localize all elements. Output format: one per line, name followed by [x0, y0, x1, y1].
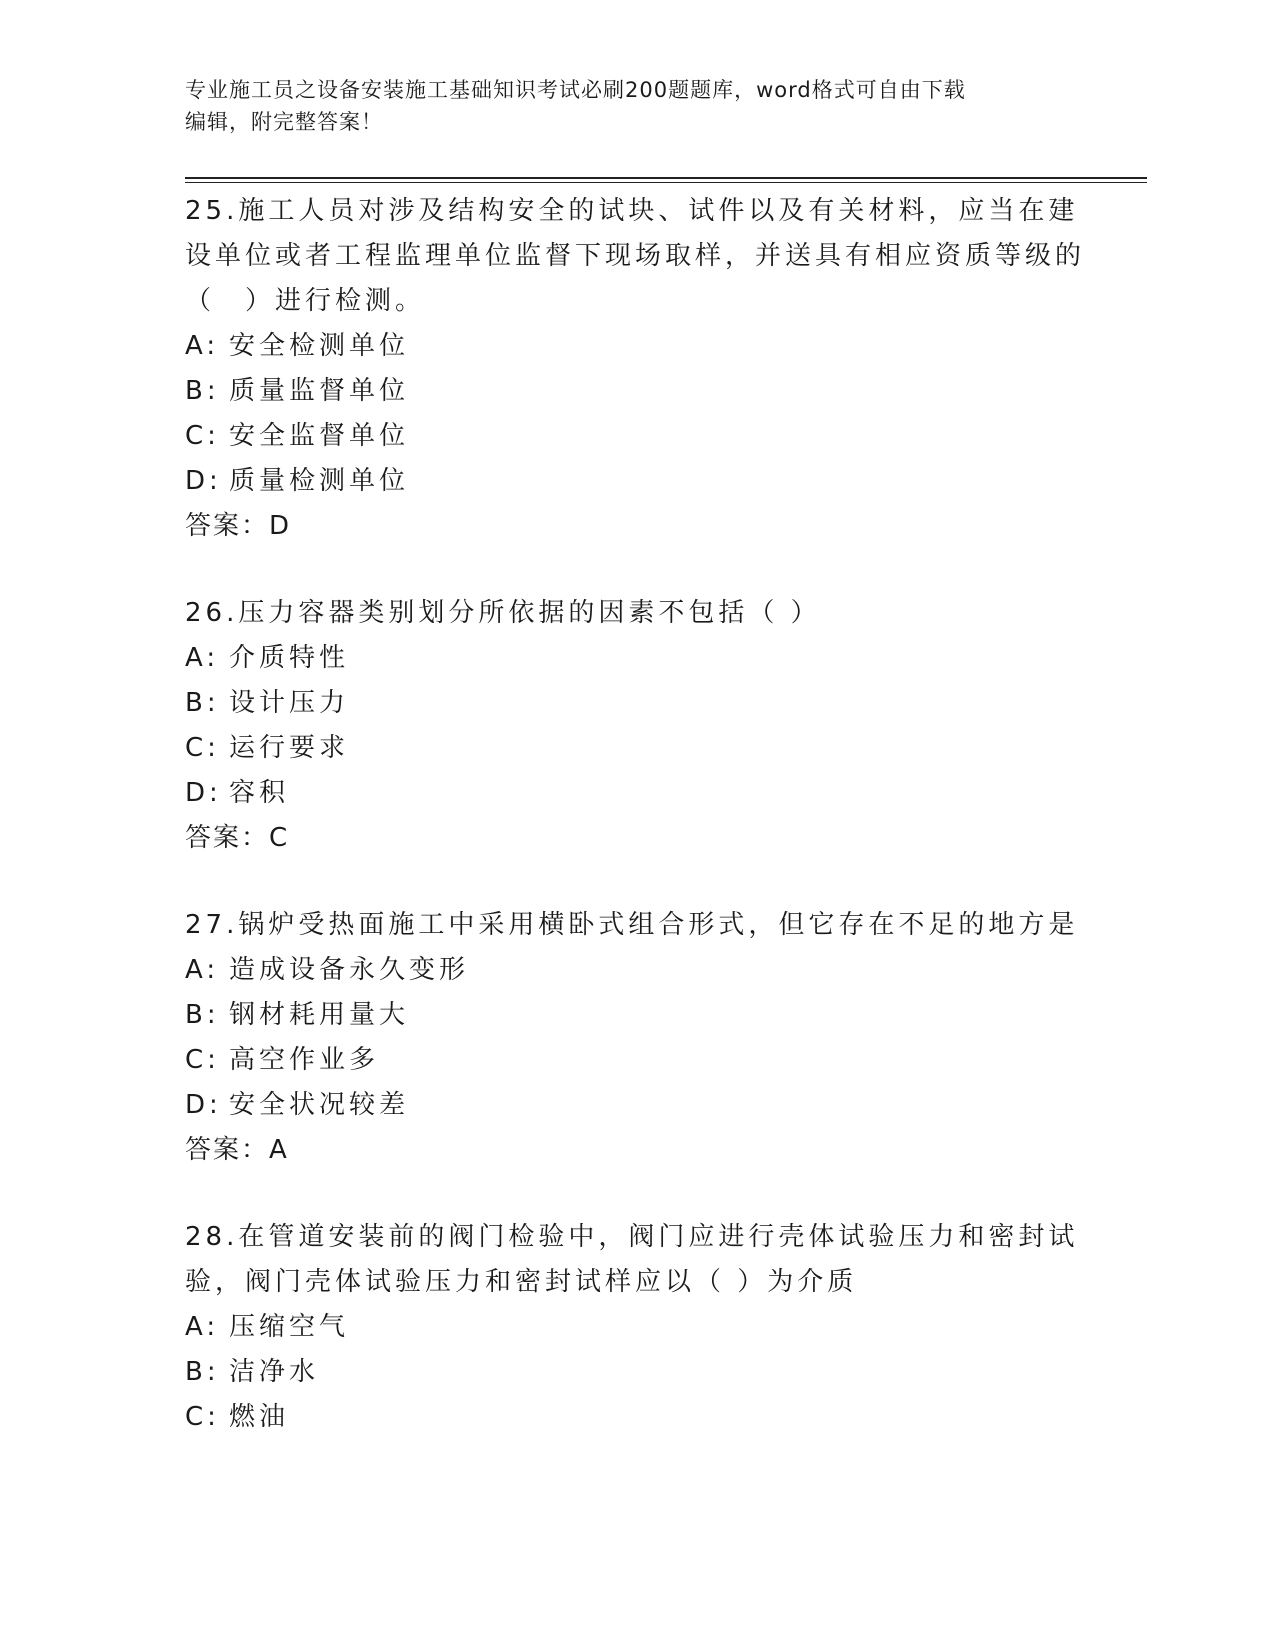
option-a [185, 948, 1085, 993]
option-text: 运行要求 [229, 733, 350, 763]
option-text: 洁净水 [229, 1357, 320, 1387]
option-text: 安全状况较差 [229, 1090, 410, 1120]
document-header [185, 74, 1085, 138]
header-divider-thick [185, 177, 1147, 179]
option-b [185, 993, 1085, 1038]
option-key: B: [185, 376, 220, 406]
option-text: 质量监督单位 [229, 376, 410, 406]
option-key: C: [185, 421, 220, 451]
option-b [185, 681, 1085, 726]
option-c [185, 1395, 1085, 1440]
option-key: D: [185, 1090, 222, 1120]
option-key: A: [185, 331, 220, 361]
option-c [185, 414, 1085, 459]
header-line-1: 专业施工员之设备安装施工基础知识考试必刷200题题库，word格式可自由下载 [185, 78, 966, 102]
option-key: D: [185, 778, 222, 808]
answer: 答案：A [185, 1135, 289, 1165]
question-stem: 28.在管道安装前的阀门检验中，阀门应进行壳体试验压力和密封试验，阀门壳体试验压力和密封试样应以（ ）为介质 [185, 1222, 1079, 1297]
option-d [185, 771, 1085, 816]
option-d [185, 1083, 1085, 1128]
question-stem: 26.压力容器类别划分所依据的因素不包括（ ） [185, 598, 821, 628]
option-key: A: [185, 643, 220, 673]
option-text: 质量检测单位 [229, 466, 410, 496]
option-a [185, 636, 1085, 681]
header-divider-thin [185, 182, 1147, 183]
option-key: B: [185, 688, 220, 718]
option-key: D: [185, 466, 222, 496]
question-stem: 27.锅炉受热面施工中采用横卧式组合形式，但它存在不足的地方是 [185, 910, 1079, 940]
question-25 [185, 189, 1085, 549]
option-key: C: [185, 1045, 220, 1075]
option-key: A: [185, 955, 220, 985]
option-text: 安全监督单位 [229, 421, 410, 451]
option-b [185, 1350, 1085, 1395]
answer: 答案：D [185, 511, 292, 541]
option-text: 安全检测单位 [229, 331, 410, 361]
option-a [185, 1305, 1085, 1350]
question-27 [185, 903, 1085, 1173]
option-text: 设计压力 [229, 688, 350, 718]
option-d [185, 459, 1085, 504]
option-text: 钢材耗用量大 [229, 1000, 410, 1030]
answer: 答案：C [185, 823, 290, 853]
option-key: C: [185, 733, 220, 763]
question-stem: 25.施工人员对涉及结构安全的试块、试件以及有关材料，应当在建设单位或者工程监理单位监督下现场取样，并送具有相应资质等级的（ ）进行检测。 [185, 196, 1086, 316]
option-text: 介质特性 [229, 643, 350, 673]
option-a [185, 324, 1085, 369]
option-text: 容积 [229, 778, 290, 808]
option-text: 燃油 [229, 1402, 290, 1432]
option-text: 造成设备永久变形 [229, 955, 470, 985]
question-list [185, 189, 1085, 1482]
option-b [185, 369, 1085, 414]
option-key: C: [185, 1402, 220, 1432]
option-key: B: [185, 1000, 220, 1030]
option-text: 高空作业多 [229, 1045, 380, 1075]
question-26 [185, 591, 1085, 861]
question-28 [185, 1215, 1085, 1440]
option-key: B: [185, 1357, 220, 1387]
header-line-2: 编辑，附完整答案！ [185, 110, 383, 134]
option-key: A: [185, 1312, 220, 1342]
option-text: 压缩空气 [229, 1312, 350, 1342]
option-c [185, 1038, 1085, 1083]
option-c [185, 726, 1085, 771]
